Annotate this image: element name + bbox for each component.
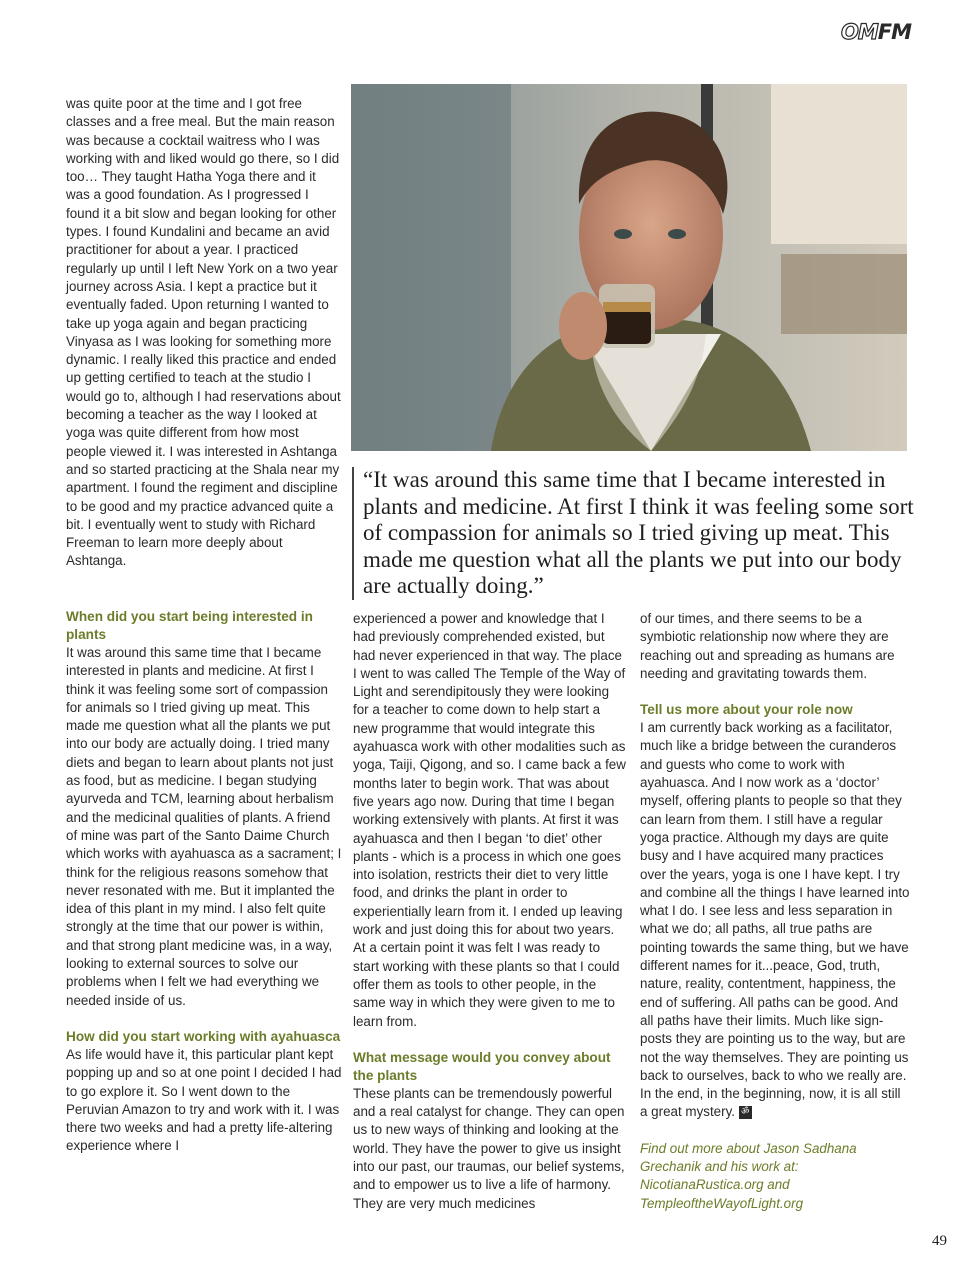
heading-role: Tell us more about your role now: [640, 702, 853, 718]
page-number: 49: [932, 1233, 947, 1249]
author-credit: Find out more about Jason Sadhana Grechanik and his work at: NicotianaRustica.org and TempleoftheWayofLight.org: [640, 1140, 857, 1211]
heading-message: What message would you convey about the plants: [353, 1049, 611, 1083]
body-ayahuasca: As life would have it, this particular plant kept popping up and so at one point I decided I had to go explore it. So I went down to the Peruvian Amazon to try and work with it. I was there two weeks and had a pretty life-altering experience where I: [66, 1046, 342, 1154]
body-message: These plants can be tremendously powerful and a real catalyst for change. They can open us to new ways of thinking and looking at the world. They have the power to give us insight into our past, our traumas, our belief systems, and to empower us to live a life of harmony. They are very much medicines: [353, 1085, 625, 1211]
intro-column: [66, 95, 342, 571]
magazine-logo: [841, 20, 911, 44]
body-role: [640, 719, 910, 1122]
body-ayahuasca-continued: experienced a power and knowledge that I had previously comprehended existed, but had never experienced in that way. The place I went to was called The Temple of the Way of Light and serendipitously they were looking for a teacher to come down to help start a new programme that would integrate this ayahuasca work with other modalities such as yoga, Taiji, Qigong, and so. I came back a few months later to begin work. That was about five years ago now. During that time I began working extensively with plants. At first it was ayahuasca and then I began ‘to diet’ other plants - which is a process in which one goes into isolation, restricts their diet to very little food, and drinks the plant in order to experientially learn from it. I ended up leaving work and just doing this for about two years. At a certain point it was felt I was ready to start working with these plants so that I could offer them as tools to other people, in the same way in which they were given to me to learn from.: [353, 611, 626, 1029]
body-message-continued: of our times, and there seems to be a symbiotic relationship now where they are reaching out and spreading as humans are needing and gravitating towards them.: [640, 611, 895, 681]
column-2: [353, 610, 628, 1213]
portrait-photo: [351, 84, 907, 451]
heading-plants: When did you start being interested in plants: [66, 609, 313, 642]
om-icon: ॐ: [739, 1106, 752, 1119]
pull-quote: “It was around this same time that I became interested in plants and medicine. At first I think it was feeling some sort of compassion for animals so I tried giving up meat. This made me question what all the plants we put into our body are actually doing.”: [352, 467, 923, 600]
body-role-text: I am currently back working as a facilitator, much like a bridge between the curanderos and guests who come to work with ayahuasca. And I now work as a ‘doctor’ myself, offering plants to people so that they can learn from them. I still have a regular yoga practice. Although my days are quite busy and I have acquired many practices over the years, yoga is one I have kept. I try and combine all the things I have learned into what I do. I see less and less separation in what we do; all paths, all true paths are pointing towards the same thing, but we have different names for it...peace, God, truth, nature, reality, contentment, happiness, the end of suffering. All paths can be good. And all paths have their limits. Much like sign-posts they are pointing us to the way, but are not the way themselves. They are pointing us back to ourselves, back to who we really are. In the end, in the beginning, now, it is all still a great mystery.: [640, 720, 910, 1120]
intro-paragraph: was quite poor at the time and I got free classes and a free meal. But the main reason was because a cocktail waitress who I was working with and liked would go there, so I did too… They taught Hatha Yoga there and it was a good foundation. As I progressed I found it a bit slow and began looking for other types. I found Kundalini and became an avid practitioner for about a year. I practiced regularly up until I left New York on a two year journey across Asia. I kept a practice but it eventually faded. Upon returning I wanted to take up yoga again and began practicing Vinyasa as I was looking for something more dynamic. I really liked this practice and ended up getting certified to teach at the studio I would go to, although I had reservations about becoming a teacher as the way I looked at yoga was quite different from how most people viewed it. I was interested in Ashtanga and so started practicing at the Shala near my apartment. I found the regiment and discipline to be good and my practice advanced quite a bit. I eventually went to study with Richard Freeman to learn more deeply about Ashtanga.: [66, 96, 341, 569]
body-plants: It was around this same time that I became interested in plants and medicine. At first I think it was feeling some sort of compassion for animals so I tried giving up meat. This made me question what all the plants we put into our body are actually doing. I tried many diets and began to learn about plants not just as food, but as medicine. I began studying ayurveda and TCM, learning about herbalism and the medicinal qualities of plants. A friend of mine was part of the Santo Daime Church which works with ayahuasca as a sacrament; I think for the religious reasons somehow that never resonated with me. But it implanted the idea of this plant in my mind. I also felt quite strongly at the time that our power is within, and that strong plant medicine was, in a way, looking to external sources to solve our problems when I felt we had everything we needed inside of us.: [66, 645, 342, 1008]
column-3: [640, 610, 910, 1213]
logo-fm: FM: [877, 20, 911, 44]
column-1: [66, 608, 342, 1156]
heading-ayahuasca: How did you start working with ayahuasca: [66, 1028, 341, 1044]
portrait-illustration: [351, 84, 907, 451]
logo-om: OM: [841, 20, 878, 44]
